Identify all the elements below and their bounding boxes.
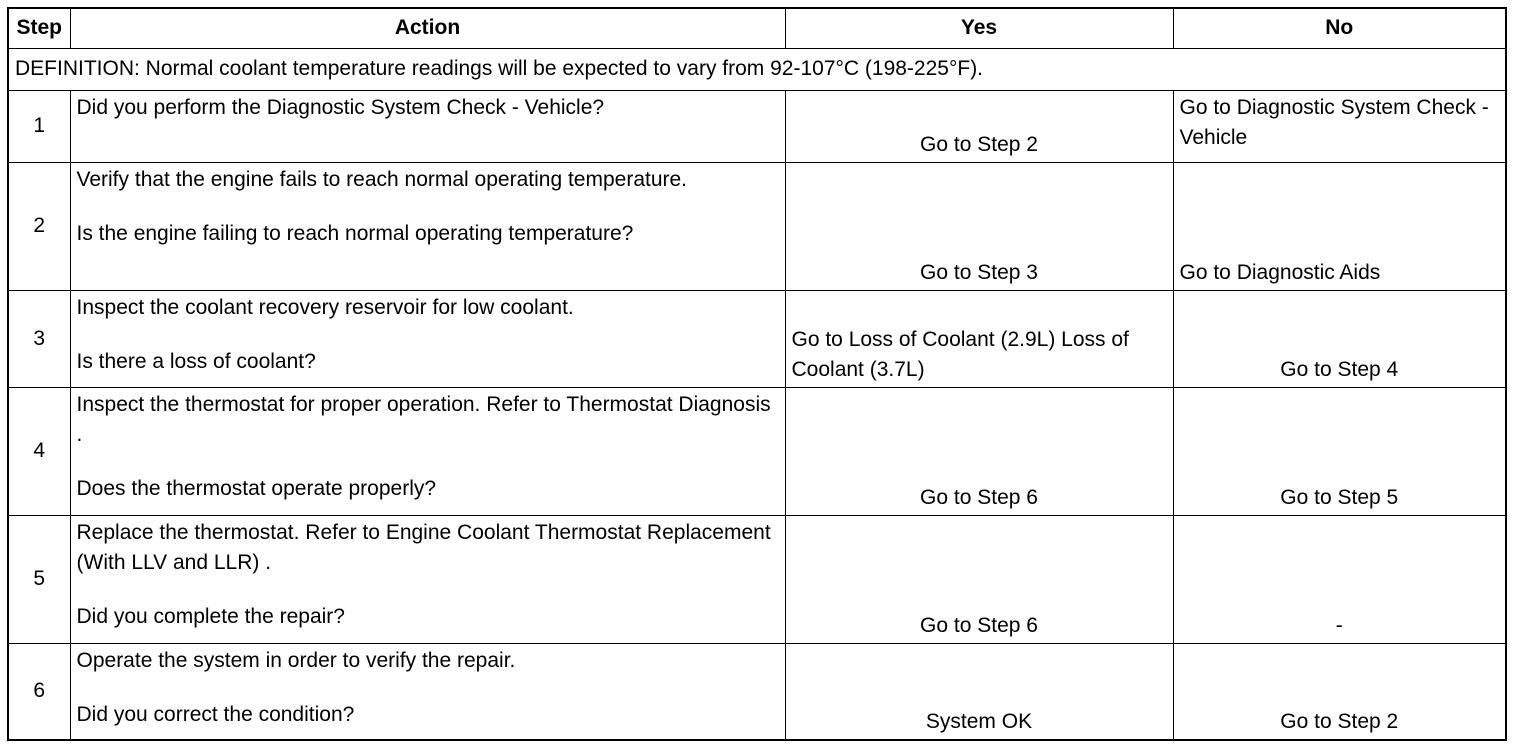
header-no: No — [1173, 8, 1506, 48]
no-cell: - — [1173, 515, 1506, 643]
yes-cell: Go to Step 3 — [785, 162, 1173, 290]
no-cell: Go to Step 5 — [1173, 387, 1506, 515]
table-row — [8, 162, 1506, 290]
action-cell — [70, 643, 785, 740]
action-cell — [70, 290, 785, 387]
action-question: Is there a loss of coolant? — [76, 349, 316, 373]
step-number: 1 — [8, 90, 70, 162]
action-question: Did you complete the repair? — [76, 604, 345, 628]
action-instruction: Operate the system in order to verify the repair. — [76, 648, 516, 672]
header-action: Action — [70, 8, 785, 48]
yes-cell: Go to Step 6 — [785, 515, 1173, 643]
diagnostic-table — [7, 7, 1507, 741]
step-number: 5 — [8, 515, 70, 643]
step-number: 2 — [8, 162, 70, 290]
step-number: 6 — [8, 643, 70, 740]
action-question: Is the engine failing to reach normal operating temperature? — [76, 221, 634, 245]
step-number: 3 — [8, 290, 70, 387]
action-question: Did you correct the condition? — [76, 702, 355, 726]
action-instruction: Did you perform the Diagnostic System Check - Vehicle? — [76, 95, 605, 119]
header-step: Step — [8, 8, 70, 48]
yes-cell: System OK — [785, 643, 1173, 740]
action-cell — [70, 162, 785, 290]
header-row — [8, 8, 1506, 48]
no-cell: Go to Diagnostic Aids — [1173, 162, 1506, 290]
action-cell — [70, 90, 785, 162]
definition-text: DEFINITION: Normal coolant temperature readings will be expected to vary from 92-107°C (198-225°F). — [8, 48, 1506, 90]
table-row — [8, 290, 1506, 387]
definition-row — [8, 48, 1506, 90]
yes-cell: Go to Step 6 — [785, 387, 1173, 515]
action-instruction: Verify that the engine fails to reach normal operating temperature. — [76, 167, 688, 191]
action-instruction: Inspect the coolant recovery reservoir for low coolant. — [76, 295, 574, 319]
yes-cell: Go to Loss of Coolant (2.9L) Loss of Coolant (3.7L) — [785, 290, 1173, 387]
yes-cell: Go to Step 2 — [785, 90, 1173, 162]
action-instruction: Replace the thermostat. Refer to Engine Coolant Thermostat Replacement (With LLV and LLR) . — [76, 520, 771, 574]
step-number: 4 — [8, 387, 70, 515]
table-row — [8, 387, 1506, 515]
table-row — [8, 90, 1506, 162]
action-instruction: Inspect the thermostat for proper operation. Refer to Thermostat Diagnosis . — [76, 392, 771, 446]
action-question: Does the thermostat operate properly? — [76, 476, 437, 500]
action-cell — [70, 515, 785, 643]
header-yes: Yes — [785, 8, 1173, 48]
action-cell — [70, 387, 785, 515]
no-cell: Go to Diagnostic System Check - Vehicle — [1173, 90, 1506, 162]
no-cell: Go to Step 2 — [1173, 643, 1506, 740]
table-row — [8, 515, 1506, 643]
no-cell: Go to Step 4 — [1173, 290, 1506, 387]
table-row — [8, 643, 1506, 740]
